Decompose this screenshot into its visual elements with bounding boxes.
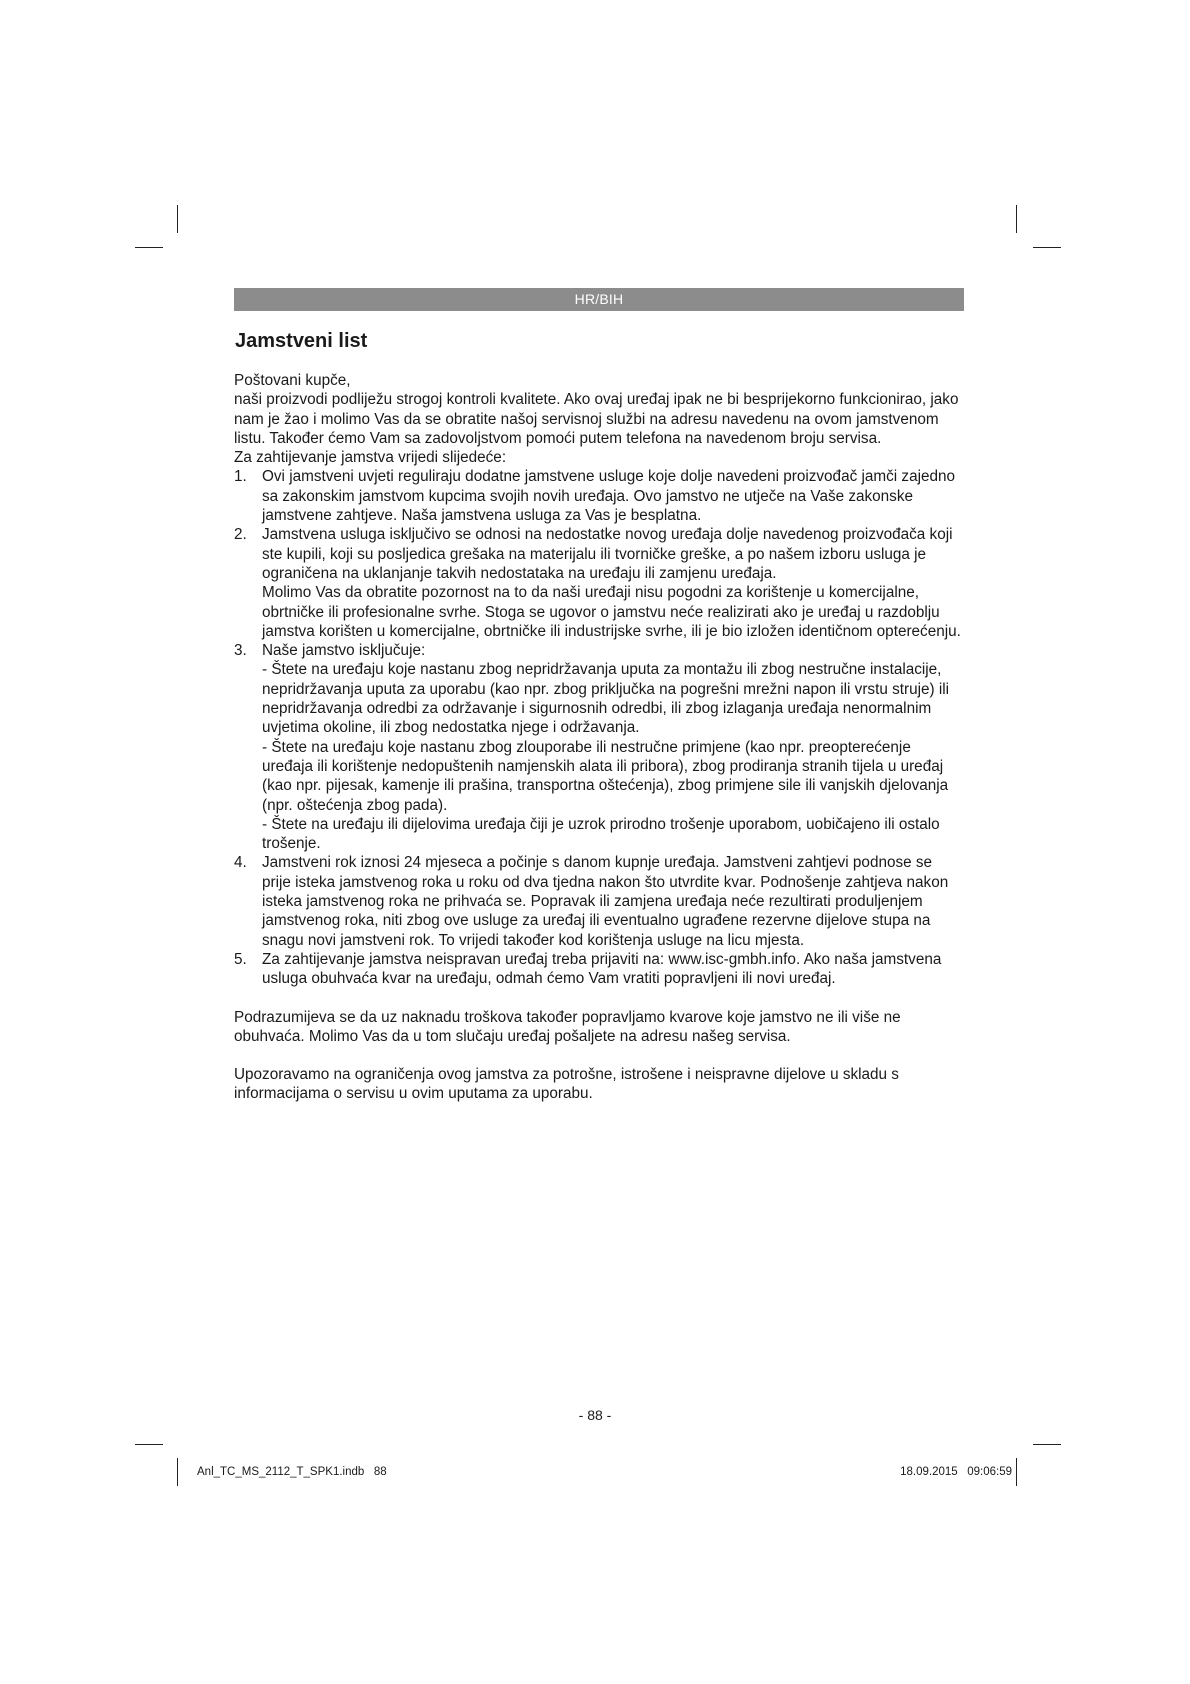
list-number: 4. <box>234 854 247 872</box>
list-item <box>234 525 964 641</box>
page-title: Jamstveni list <box>235 330 368 352</box>
footer-file-name: Anl_TC_MS_2112_T_SPK1.indb 88 <box>197 1466 387 1478</box>
intro-paragraph: Za zahtijevanje jamstva vrijedi slijedeće: <box>234 449 507 467</box>
closing-paragraph: Upozoravamo na ograničenja ovog jamstva za potrošne, istrošene i neispravne dijelove u skladu s informacijama o servisu u ovim uputama za uporabu. <box>234 1066 899 1103</box>
crop-mark <box>1016 205 1017 233</box>
list-item-text: Ovi jamstveni uvjeti reguliraju dodatne jamstvene usluge koje dolje navedeni proizvođač jamči zajedno sa zakonskim jamstvom kupcima svojih novih uređaja. Ovo jamstvo ne utječe na Vaše zakonske jamstvene zahtjeve. Naša jamstvena usluga za Vas je besplatna. <box>262 468 955 525</box>
list-item <box>234 853 964 949</box>
list-item-text: Naše jamstvo isključuje: <box>262 642 426 660</box>
salutation: Poštovani kupče, <box>234 372 351 389</box>
list-item-text: - Štete na uređaju koje nastanu zbog zlouporabe ili nestručne primjene (kao npr. preopterećenje uređaja ili korištenje nedopuštenih namjenskih alata ili pribora), zbog prodiranja stranih tijela u uređaj (kao npr. pijesak, kamenje ili prašina, transportna oštećenja), zbog primjene sile ili vanjskih djelovanja (npr. oštećenja zbog pada). <box>262 738 949 814</box>
document-body <box>234 371 964 1104</box>
list-number: 1. <box>234 468 247 486</box>
crop-mark <box>135 1444 163 1445</box>
list-item <box>234 467 964 525</box>
list-item-text: Molimo Vas da obratite pozornost na to da naši uređaji nisu pogodni za korištenje u komercijalne, obrtničke ili profesionalne svrhe. Stoga se ugovor o jamstvu neće realizirati ako je uređaj u razdoblju jamstva korišten u komercijalne, obrtničke ili industrijske svrhe, ili je bio izložen identičnom opterećenju. <box>262 584 961 640</box>
crop-mark <box>1016 1458 1017 1486</box>
footer-timestamp: 18.09.2015 09:06:59 <box>900 1466 1012 1478</box>
language-header-bar: HR/BIH <box>234 288 964 311</box>
paragraph-spacer <box>234 989 964 1008</box>
list-item-text: Jamstveni rok iznosi 24 mjeseca a počinje s danom kupnje uređaja. Jamstveni zahtjevi podnose se prije isteka jamstvenog roka u roku od dva tjedna nakon što utvrdite kvar. Podnošenje zahtjeva nakon isteka jamstvenog roka ne prihvaća se. Popravak ili zamjena uređaja neće rezultirati produljenjem jamstvenog roka, niti zbog ove usluge za uređaj ili eventualno ugrađene rezervne dijelove stupa na snagu novi jamstveni rok. To vrijedi također kod korištenja usluge na licu mjesta. <box>262 854 949 949</box>
closing-paragraph: Podrazumijeva se da uz naknadu troškova također popravljamo kvarove koje jamstvo ne ili više ne obuhvaća. Molimo Vas da u tom slučaju uređaj pošaljete na adresu našeg servisa. <box>234 1008 901 1045</box>
crop-mark <box>177 1458 178 1486</box>
crop-mark <box>177 205 178 233</box>
list-item <box>234 950 964 989</box>
crop-mark <box>1033 247 1061 248</box>
page-number: - 88 - <box>578 1407 612 1423</box>
list-item-text: Jamstvena usluga isključivo se odnosi na nedostatke novog uređaja dolje navedenog proizvođača koji ste kupili, koji su posljedica grešaka na materijalu ili tvorničke greške, a po našem izboru usluga je ograničena na uklanjanje takvih nedostataka na uređaju ili zamjenu uređaja. <box>262 526 953 582</box>
paragraph-spacer <box>234 1046 964 1065</box>
list-item-text: Za zahtijevanje jamstva neispravan uređaj treba prijaviti na: www.isc-gmbh.info. Ako naša jamstvena usluga obuhvaća kvar na uređaju, odmah ćemo Vam vratiti popravljeni ili novi uređaj. <box>262 950 942 988</box>
warranty-terms-list <box>234 467 964 988</box>
list-item <box>234 641 964 853</box>
list-number: 3. <box>234 642 247 660</box>
list-item-text: - Štete na uređaju ili dijelovima uređaja čiji je uzrok prirodno trošenje uporabom, uobičajeno ili ostalo trošenje. <box>262 815 940 853</box>
list-number: 5. <box>234 950 247 968</box>
list-number: 2. <box>234 526 247 544</box>
list-item-text: - Štete na uređaju koje nastanu zbog nepridržavanja uputa za montažu ili zbog nestručne instalacije, nepridržavanja uputa za uporabu (kao npr. zbog priključka na pogrešni mrežni napon ili vrstu struje) ili nepridržavanja odredbi za održavanje i sigurnosnih odredbi, ili zbog izlaganja uređaja nenormalnim uvjetima okoline, ili zbog nedostatka njege i održavanja. <box>262 661 950 737</box>
crop-mark <box>135 247 163 248</box>
crop-mark <box>1033 1444 1061 1445</box>
intro-paragraph: naši proizvodi podliježu strogoj kontroli kvalitete. Ako ovaj uređaj ipak ne bi besprijekorno funkcionirao, jako nam je žao i molimo Vas da se obratite našoj servisnoj službi na adresu navedenu na ovom jamstvenom listu. Također ćemo Vam sa zadovoljstvom pomoći putem telefona na navedenom broju servisa. <box>234 391 959 447</box>
